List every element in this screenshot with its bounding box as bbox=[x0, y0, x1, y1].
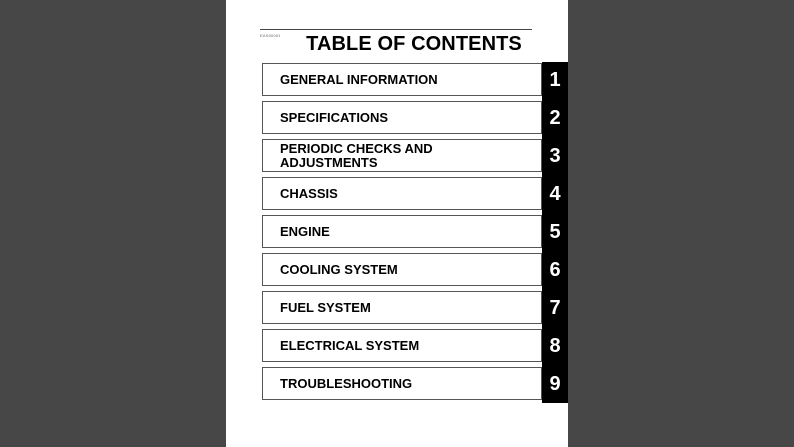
page-title: TABLE OF CONTENTS bbox=[306, 33, 522, 55]
toc-item-label: ENGINE bbox=[280, 223, 330, 239]
toc-item-box bbox=[262, 215, 542, 248]
toc-item-box bbox=[262, 101, 542, 134]
chapter-number-tab[interactable]: 9 bbox=[542, 367, 568, 402]
toc-item-label: GENERAL INFORMATION bbox=[280, 71, 438, 87]
toc-item-box bbox=[262, 177, 542, 210]
toc-item-label: CHASSIS bbox=[280, 185, 338, 201]
header-rule bbox=[260, 29, 532, 30]
toc-item-box bbox=[262, 329, 542, 362]
chapter-number-tab[interactable]: 1 bbox=[542, 63, 568, 98]
toc-item-box bbox=[262, 291, 542, 324]
chapter-number-tab[interactable]: 8 bbox=[542, 329, 568, 364]
toc-item-chassis[interactable] bbox=[262, 177, 568, 210]
chapter-number-tab[interactable]: 4 bbox=[542, 177, 568, 212]
toc-item-general-information[interactable] bbox=[262, 63, 568, 96]
document-page bbox=[226, 0, 568, 447]
toc-item-specifications[interactable] bbox=[262, 101, 568, 134]
toc-item-box bbox=[262, 63, 542, 96]
header-code: EAS00001 bbox=[260, 33, 281, 38]
chapter-number-tab[interactable]: 3 bbox=[542, 139, 568, 174]
toc-item-box bbox=[262, 253, 542, 286]
toc-item-periodic-checks[interactable] bbox=[262, 139, 568, 172]
toc-item-box bbox=[262, 367, 542, 400]
chapter-number-tab[interactable]: 7 bbox=[542, 291, 568, 326]
toc-item-label: SPECIFICATIONS bbox=[280, 109, 389, 125]
toc-item-engine[interactable] bbox=[262, 215, 568, 248]
toc-item-label: FUEL SYSTEM bbox=[280, 299, 371, 315]
toc-item-cooling-system[interactable] bbox=[262, 253, 568, 286]
toc-item-fuel-system[interactable] bbox=[262, 291, 568, 324]
chapter-number-tab[interactable]: 6 bbox=[542, 253, 568, 288]
toc-item-label: TROUBLESHOOTING bbox=[280, 375, 413, 391]
toc-item-label: ELECTRICAL SYSTEM bbox=[280, 337, 420, 353]
chapter-number-tab[interactable]: 2 bbox=[542, 101, 568, 136]
toc-item-troubleshooting[interactable] bbox=[262, 367, 568, 400]
chapter-number-tab[interactable]: 5 bbox=[542, 215, 568, 250]
toc-item-electrical-system[interactable] bbox=[262, 329, 568, 362]
toc-item-label: COOLING SYSTEM bbox=[280, 261, 398, 277]
toc-item-box bbox=[262, 139, 542, 172]
toc-item-label: PERIODIC CHECKS AND ADJUSTMENTS bbox=[280, 140, 433, 170]
